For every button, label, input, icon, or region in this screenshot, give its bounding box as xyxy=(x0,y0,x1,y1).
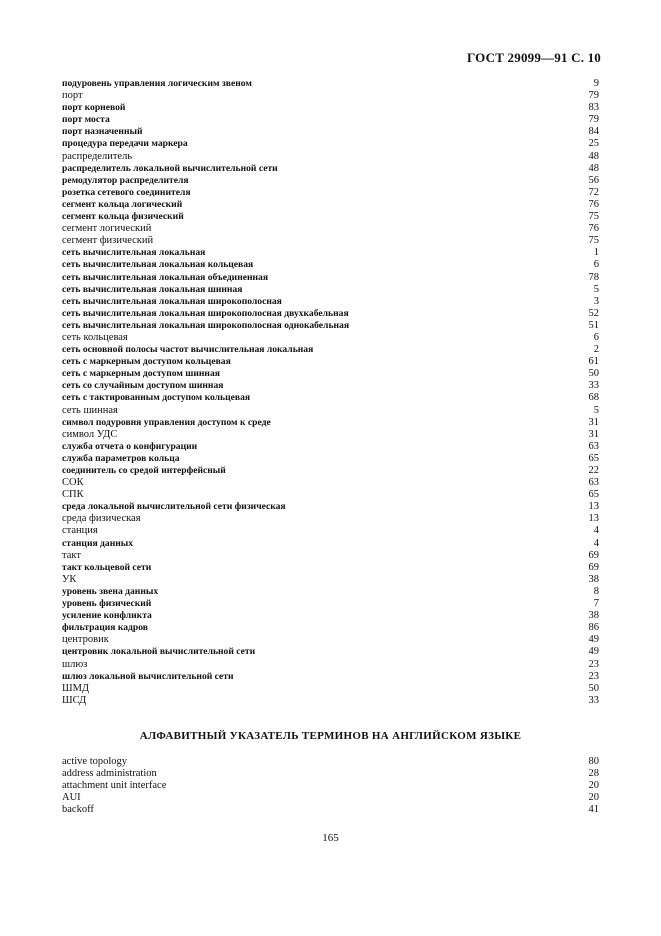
index-term: сеть вычислительная локальная xyxy=(62,247,206,259)
index-page-ref: 4 xyxy=(593,525,599,537)
english-term-index xyxy=(62,756,599,816)
index-entry xyxy=(62,695,599,707)
index-entry xyxy=(62,332,599,344)
index-page-ref: 41 xyxy=(588,804,599,816)
index-page-ref: 31 xyxy=(588,416,599,428)
index-entry xyxy=(62,622,599,634)
index-entry xyxy=(62,671,599,683)
index-term: шлюз локальной вычислительной сети xyxy=(62,670,234,682)
index-page-ref: 78 xyxy=(588,271,599,283)
index-term: backoff xyxy=(62,804,94,816)
index-term: AUI xyxy=(62,792,81,804)
index-term: сеть с маркерным доступом кольцевая xyxy=(62,356,231,368)
index-entry xyxy=(62,235,599,247)
index-page-ref: 65 xyxy=(588,452,599,464)
index-entry xyxy=(62,126,599,138)
index-entry xyxy=(62,792,599,804)
index-entry xyxy=(62,659,599,671)
index-term: сеть вычислительная локальная широкополосная двухкабельная xyxy=(62,307,349,319)
index-term: сеть со случайным доступом шинная xyxy=(62,380,224,392)
index-page-ref: 68 xyxy=(588,392,599,404)
index-page-ref: 50 xyxy=(588,682,599,694)
index-entry xyxy=(62,562,599,574)
index-page-ref: 52 xyxy=(588,307,599,319)
index-entry xyxy=(62,175,599,187)
index-term: порт моста xyxy=(62,114,110,126)
index-page-ref: 25 xyxy=(588,138,599,150)
index-entry xyxy=(62,151,599,163)
index-term: сеть основной полосы частот вычислительная локальная xyxy=(62,344,314,356)
index-term: сеть с маркерным доступом шинная xyxy=(62,368,220,380)
index-entry xyxy=(62,199,599,211)
index-entry xyxy=(62,538,599,550)
index-term: порт xyxy=(62,90,83,102)
index-page-ref: 50 xyxy=(588,368,599,380)
index-page-ref: 84 xyxy=(588,126,599,138)
index-entry xyxy=(62,586,599,598)
section-title: АЛФАВИТНЫЙ УКАЗАТЕЛЬ ТЕРМИНОВ НА АНГЛИЙСКОМ ЯЗЫКЕ xyxy=(139,730,522,742)
index-page-ref: 48 xyxy=(588,162,599,174)
index-entry xyxy=(62,187,599,199)
index-page-ref: 23 xyxy=(588,670,599,682)
index-term: такт кольцевой сети xyxy=(62,561,152,573)
index-page-ref: 4 xyxy=(593,537,599,549)
russian-term-index xyxy=(62,78,599,707)
index-page-ref: 33 xyxy=(588,694,599,706)
index-entry xyxy=(62,247,599,259)
index-entry xyxy=(62,646,599,658)
index-page-ref: 13 xyxy=(588,501,599,513)
index-page-ref: 49 xyxy=(588,646,599,658)
index-page-ref: 49 xyxy=(588,634,599,646)
index-entry xyxy=(62,356,599,368)
index-page-ref: 38 xyxy=(588,610,599,622)
index-term: сеть кольцевая xyxy=(62,331,128,343)
index-entry xyxy=(62,296,599,308)
index-page-ref: 86 xyxy=(588,622,599,634)
index-entry xyxy=(62,392,599,404)
index-page-ref: 31 xyxy=(588,428,599,440)
index-entry xyxy=(62,610,599,622)
index-entry xyxy=(62,405,599,417)
index-entry xyxy=(62,308,599,320)
index-term: сеть шинная xyxy=(62,404,118,416)
index-entry xyxy=(62,272,599,284)
index-term: среда физическая xyxy=(62,513,141,525)
index-term: среда локальной вычислительной сети физическая xyxy=(62,501,286,513)
index-entry xyxy=(62,368,599,380)
index-page-ref: 1 xyxy=(593,247,599,259)
index-term: сеть вычислительная локальная широкополосная однокабельная xyxy=(62,319,350,331)
index-term: усиление конфликта xyxy=(62,610,152,622)
index-page-ref: 63 xyxy=(588,440,599,452)
index-page-ref: 5 xyxy=(593,404,599,416)
index-entry xyxy=(62,211,599,223)
index-term: сеть с тактированным доступом кольцевая xyxy=(62,392,251,404)
index-term: центровик xyxy=(62,634,109,646)
index-page-ref: 80 xyxy=(588,756,599,767)
index-entry xyxy=(62,525,599,537)
index-entry xyxy=(62,163,599,175)
index-page-ref: 69 xyxy=(588,561,599,573)
index-term: процедура передачи маркера xyxy=(62,138,188,150)
index-entry xyxy=(62,465,599,477)
index-entry xyxy=(62,223,599,235)
index-entry xyxy=(62,550,599,562)
index-term: УК xyxy=(62,573,77,585)
index-page-ref: 6 xyxy=(593,259,599,271)
index-term: ШМД xyxy=(62,682,90,694)
index-page-ref: 51 xyxy=(588,319,599,331)
index-page-ref: 28 xyxy=(588,768,599,780)
index-term: распределитель локальной вычислительной сети xyxy=(62,162,278,174)
index-term: ремодулятор распределителя xyxy=(62,174,189,186)
index-entry xyxy=(62,489,599,501)
index-entry xyxy=(62,683,599,695)
index-entry xyxy=(62,501,599,513)
index-entry xyxy=(62,344,599,356)
index-page-ref: 79 xyxy=(588,90,599,102)
index-term: СОК xyxy=(62,477,84,489)
index-entry xyxy=(62,756,599,768)
index-entry xyxy=(62,138,599,150)
index-entry xyxy=(62,598,599,610)
index-term: сегмент логический xyxy=(62,223,152,235)
index-page-ref: 20 xyxy=(588,780,599,792)
index-term: символ УДС xyxy=(62,428,118,440)
index-term: сегмент кольца логический xyxy=(62,198,183,210)
index-term: сеть вычислительная локальная широкополосная xyxy=(62,295,282,307)
index-page-ref: 20 xyxy=(588,792,599,804)
index-entry xyxy=(62,417,599,429)
index-term: порт назначенный xyxy=(62,126,143,138)
index-entry xyxy=(62,513,599,525)
index-term: ШСД xyxy=(62,694,87,706)
index-page-ref: 79 xyxy=(588,114,599,126)
index-term: станция данных xyxy=(62,537,134,549)
index-term: сеть вычислительная локальная объединенная xyxy=(62,271,269,283)
index-page-ref: 9 xyxy=(593,78,599,89)
index-term: станция xyxy=(62,525,98,537)
index-entry xyxy=(62,78,599,90)
index-page-ref: 76 xyxy=(588,223,599,235)
index-entry xyxy=(62,780,599,792)
index-term: active topology xyxy=(62,756,128,767)
index-page-ref: 6 xyxy=(593,331,599,343)
index-page-ref: 7 xyxy=(593,598,599,610)
index-term: служба параметров кольца xyxy=(62,452,180,464)
index-term: фильтрация кадров xyxy=(62,622,148,634)
index-page-ref: 76 xyxy=(588,198,599,210)
page-number: 165 xyxy=(322,832,339,844)
index-page-ref: 48 xyxy=(588,150,599,162)
index-page-ref: 75 xyxy=(588,211,599,223)
index-term: шлюз xyxy=(62,658,88,670)
index-entry xyxy=(62,768,599,780)
index-page-ref: 65 xyxy=(588,489,599,501)
index-page-ref: 69 xyxy=(588,549,599,561)
index-entry xyxy=(62,102,599,114)
index-term: уровень звена данных xyxy=(62,585,159,597)
index-page-ref: 56 xyxy=(588,174,599,186)
index-term: служба отчета о конфигурации xyxy=(62,440,198,452)
index-page-ref: 75 xyxy=(588,235,599,247)
index-entry xyxy=(62,284,599,296)
index-term: сегмент кольца физический xyxy=(62,211,184,223)
index-term: сегмент физический xyxy=(62,235,154,247)
index-term: address administration xyxy=(62,768,157,780)
index-term: подуровень управления логическим звеном xyxy=(62,78,252,89)
index-entry xyxy=(62,453,599,465)
index-term: центровик локальной вычислительной сети xyxy=(62,646,256,658)
index-term: такт xyxy=(62,549,81,561)
index-term: сеть вычислительная локальная кольцевая xyxy=(62,259,254,271)
index-entry xyxy=(62,320,599,332)
index-page-ref: 8 xyxy=(593,585,599,597)
index-page-ref: 33 xyxy=(588,380,599,392)
index-term: СПК xyxy=(62,489,84,501)
index-term: уровень физический xyxy=(62,598,152,610)
index-term: attachment unit interface xyxy=(62,780,167,792)
index-entry xyxy=(62,429,599,441)
index-page-ref: 63 xyxy=(588,477,599,489)
index-term: сеть вычислительная локальная шинная xyxy=(62,283,243,295)
index-entry xyxy=(62,477,599,489)
index-page-ref: 5 xyxy=(593,283,599,295)
index-entry xyxy=(62,90,599,102)
page-header: ГОСТ 29099—91 С. 10 xyxy=(467,50,601,65)
index-page-ref: 83 xyxy=(588,102,599,114)
index-term: соединитель со средой интерфейсный xyxy=(62,465,226,476)
index-entry xyxy=(62,574,599,586)
index-page-ref: 2 xyxy=(593,344,599,356)
index-page-ref: 38 xyxy=(588,573,599,585)
index-page-ref: 3 xyxy=(593,295,599,307)
index-entry xyxy=(62,380,599,392)
index-term: порт корневой xyxy=(62,102,126,114)
index-page-ref: 22 xyxy=(588,465,599,476)
index-term: распределитель xyxy=(62,150,133,162)
index-entry xyxy=(62,634,599,646)
index-entry xyxy=(62,259,599,271)
index-page-ref: 23 xyxy=(588,658,599,670)
index-term: розетка сетевого соединителя xyxy=(62,186,191,198)
index-entry xyxy=(62,441,599,453)
index-entry xyxy=(62,804,599,816)
index-page-ref: 72 xyxy=(588,186,599,198)
index-entry xyxy=(62,114,599,126)
index-page-ref: 61 xyxy=(588,356,599,368)
index-term: символ подуровня управления доступом к среде xyxy=(62,416,271,428)
index-page-ref: 13 xyxy=(588,513,599,525)
